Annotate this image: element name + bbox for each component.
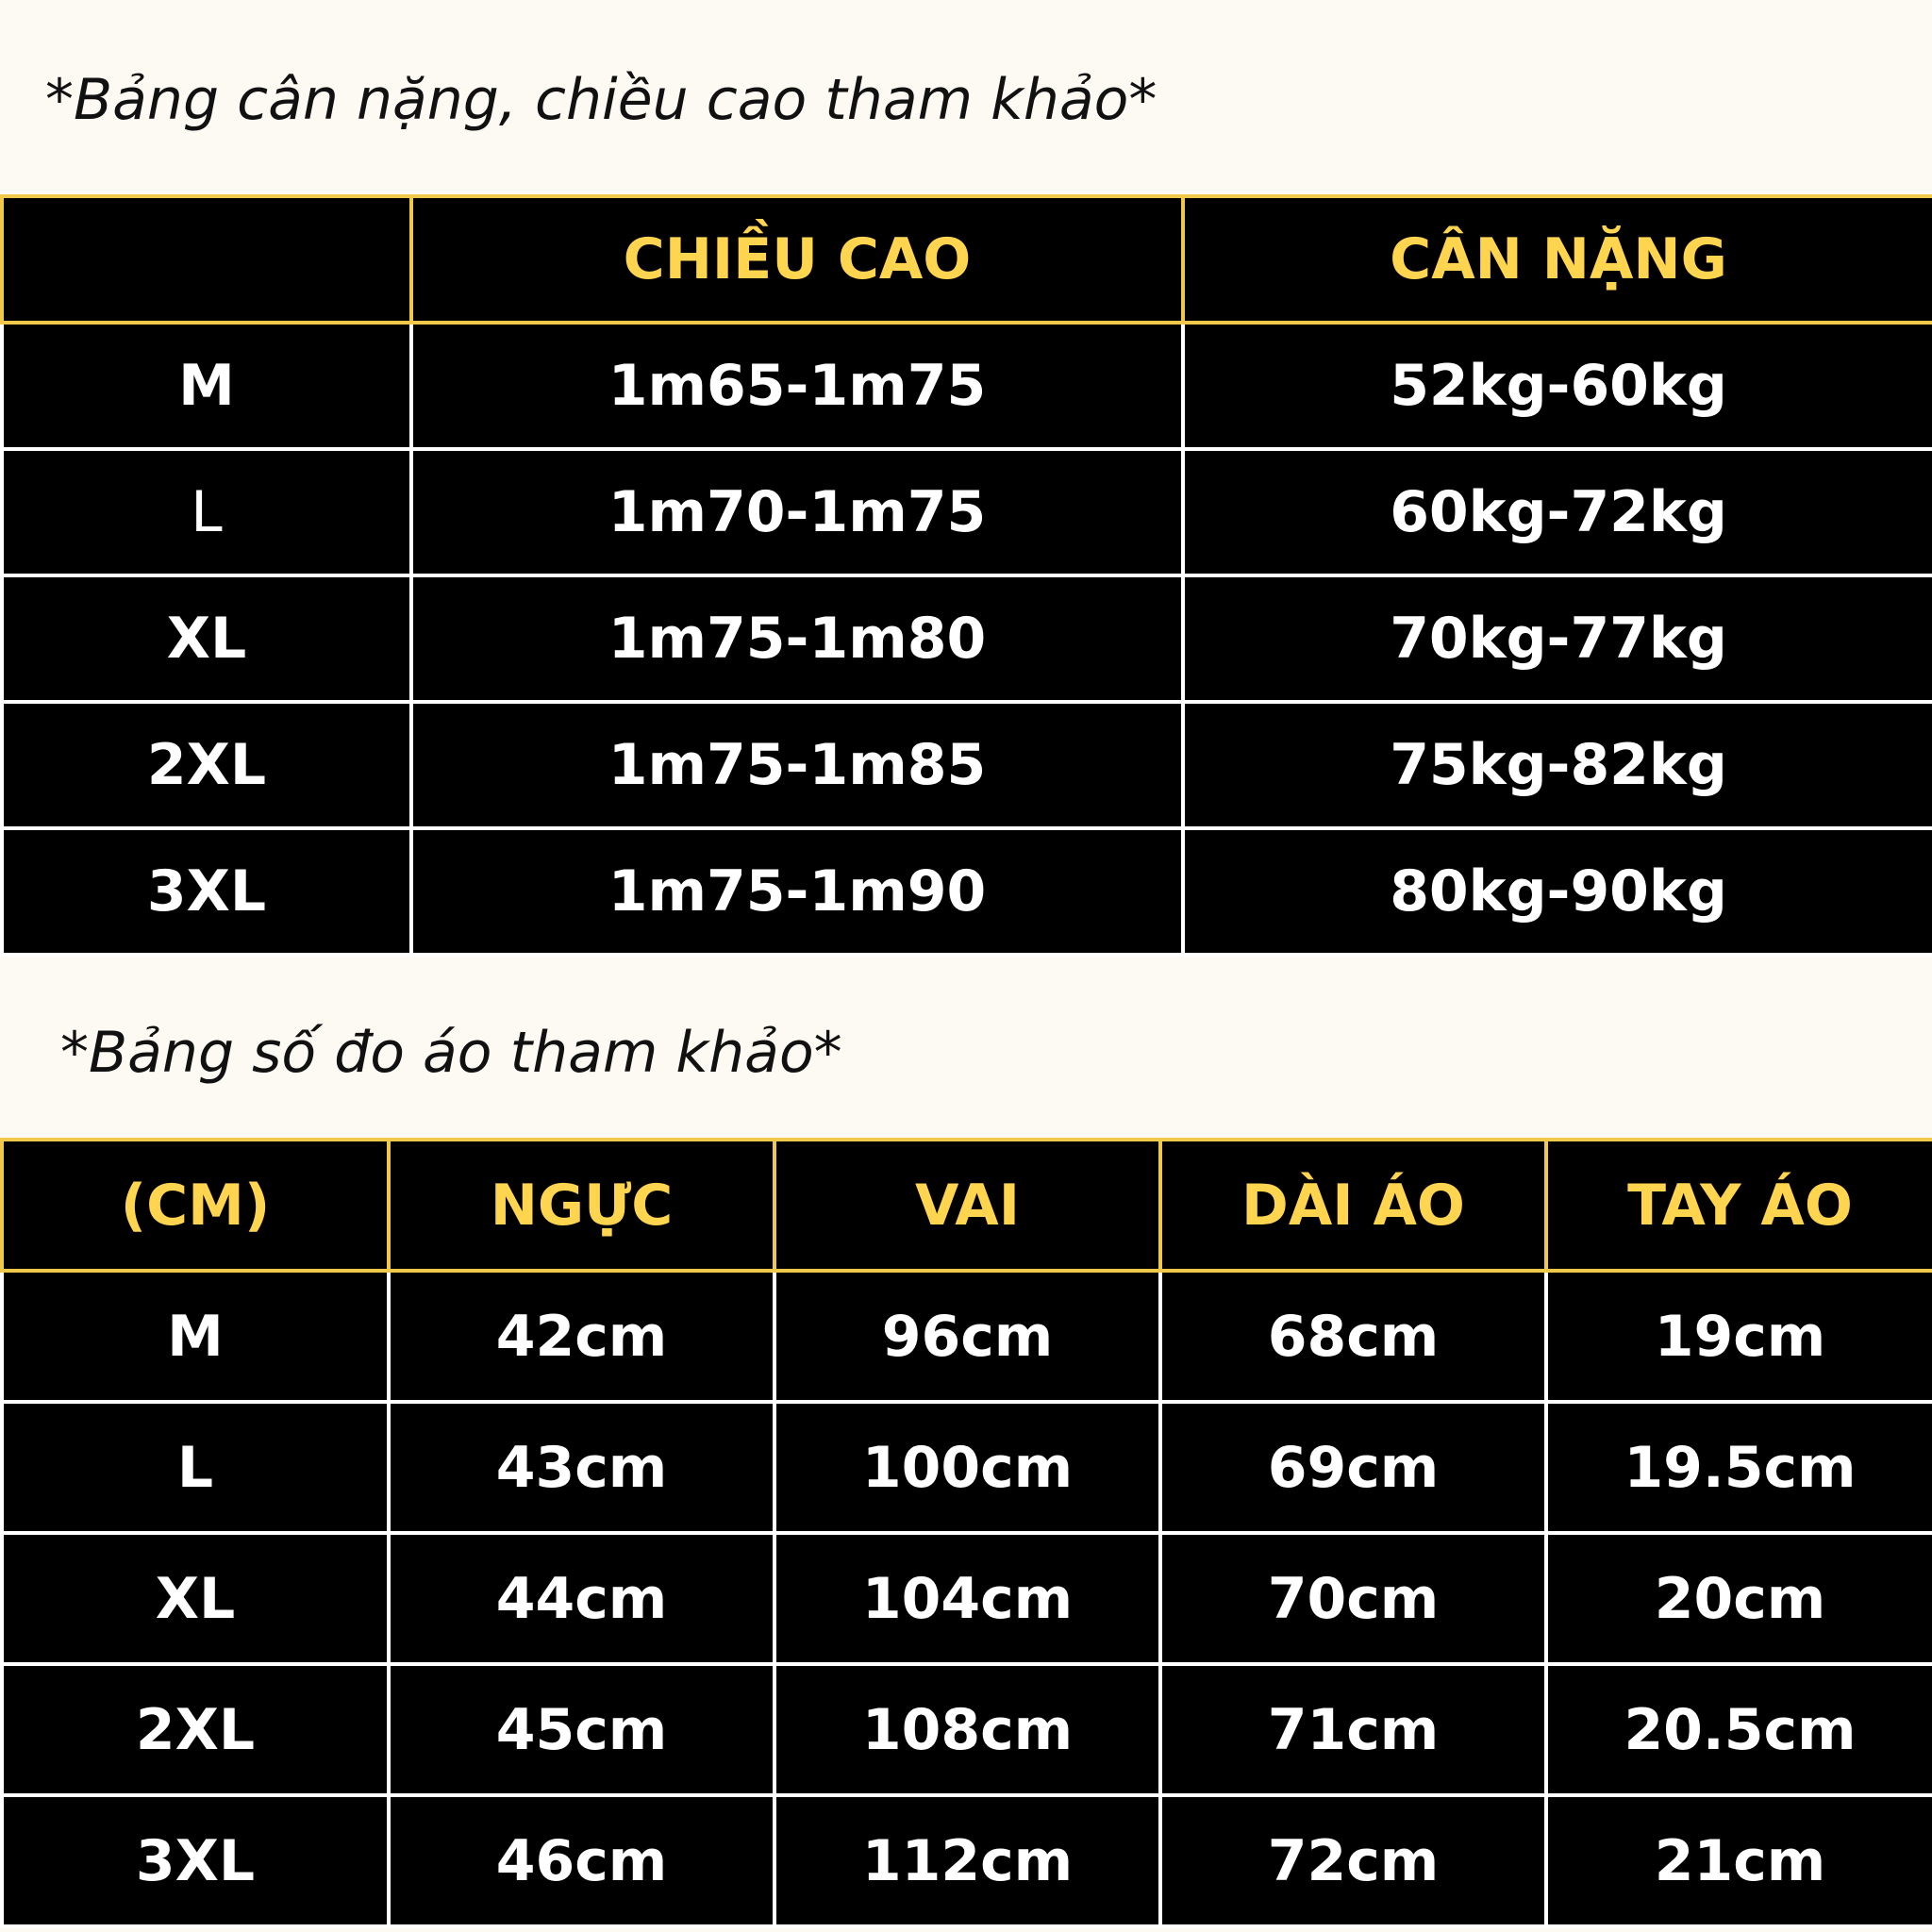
height-cell: 1m75-1m85 (411, 702, 1183, 828)
chest-cell: 44cm (389, 1533, 774, 1664)
table-row (2, 1402, 1932, 1533)
sleeve-cell: 20cm (1546, 1533, 1932, 1664)
shoulder-cell: 100cm (774, 1402, 1160, 1533)
chest-cell: 45cm (389, 1664, 774, 1795)
table-row (2, 1533, 1932, 1664)
size-cell: XL (2, 575, 411, 702)
sleeve-cell: 20.5cm (1546, 1664, 1932, 1795)
weight-cell: 75kg-82kg (1183, 702, 1932, 828)
shoulder-cell: 112cm (774, 1795, 1160, 1926)
table-header-row (2, 196, 1932, 323)
shoulder-cell: 108cm (774, 1664, 1160, 1795)
header-cell-weight: CÂN NẶNG (1183, 196, 1932, 323)
weight-cell: 60kg-72kg (1183, 449, 1932, 575)
table-header-row (2, 1140, 1932, 1271)
table-row (2, 1795, 1932, 1926)
height-cell: 1m75-1m80 (411, 575, 1183, 702)
weight-cell: 70kg-77kg (1183, 575, 1932, 702)
weight-cell: 80kg-90kg (1183, 828, 1932, 955)
table-row (2, 449, 1932, 575)
chest-cell: 43cm (389, 1402, 774, 1533)
sleeve-cell: 19cm (1546, 1271, 1932, 1402)
table-row (2, 702, 1932, 828)
length-cell: 69cm (1160, 1402, 1546, 1533)
length-cell: 70cm (1160, 1533, 1546, 1664)
weight-height-table-title: *Bảng cân nặng, chiều cao tham khảo* (45, 67, 1158, 133)
length-cell: 71cm (1160, 1664, 1546, 1795)
size-cell: L (2, 1402, 389, 1533)
chest-cell: 46cm (389, 1795, 774, 1926)
header-cell-length: DÀI ÁO (1160, 1140, 1546, 1271)
table-row (2, 1664, 1932, 1795)
size-cell: 3XL (2, 828, 411, 955)
header-cell-sleeve: TAY ÁO (1546, 1140, 1932, 1271)
chest-cell: 42cm (389, 1271, 774, 1402)
size-cell: M (2, 323, 411, 449)
length-cell: 68cm (1160, 1271, 1546, 1402)
header-cell-unit: (CM) (2, 1140, 389, 1271)
table-row (2, 323, 1932, 449)
size-cell: XL (2, 1533, 389, 1664)
table-row (2, 828, 1932, 955)
header-cell-chest: NGỰC (389, 1140, 774, 1271)
header-cell-empty (2, 196, 411, 323)
shoulder-cell: 104cm (774, 1533, 1160, 1664)
header-cell-height: CHIỀU CAO (411, 196, 1183, 323)
size-cell: 3XL (2, 1795, 389, 1926)
size-cell: 2XL (2, 702, 411, 828)
height-cell: 1m75-1m90 (411, 828, 1183, 955)
size-cell: 2XL (2, 1664, 389, 1795)
weight-cell: 52kg-60kg (1183, 323, 1932, 449)
height-cell: 1m65-1m75 (411, 323, 1183, 449)
header-cell-shoulder: VAI (774, 1140, 1160, 1271)
measurement-table-title: *Bảng số đo áo tham khảo* (60, 1020, 842, 1086)
size-cell: M (2, 1271, 389, 1402)
table-row (2, 575, 1932, 702)
weight-height-table (0, 194, 1932, 957)
shoulder-cell: 96cm (774, 1271, 1160, 1402)
length-cell: 72cm (1160, 1795, 1546, 1926)
measurement-table (0, 1138, 1932, 1928)
sleeve-cell: 19.5cm (1546, 1402, 1932, 1533)
size-cell: L (2, 449, 411, 575)
table-row (2, 1271, 1932, 1402)
sleeve-cell: 21cm (1546, 1795, 1932, 1926)
height-cell: 1m70-1m75 (411, 449, 1183, 575)
